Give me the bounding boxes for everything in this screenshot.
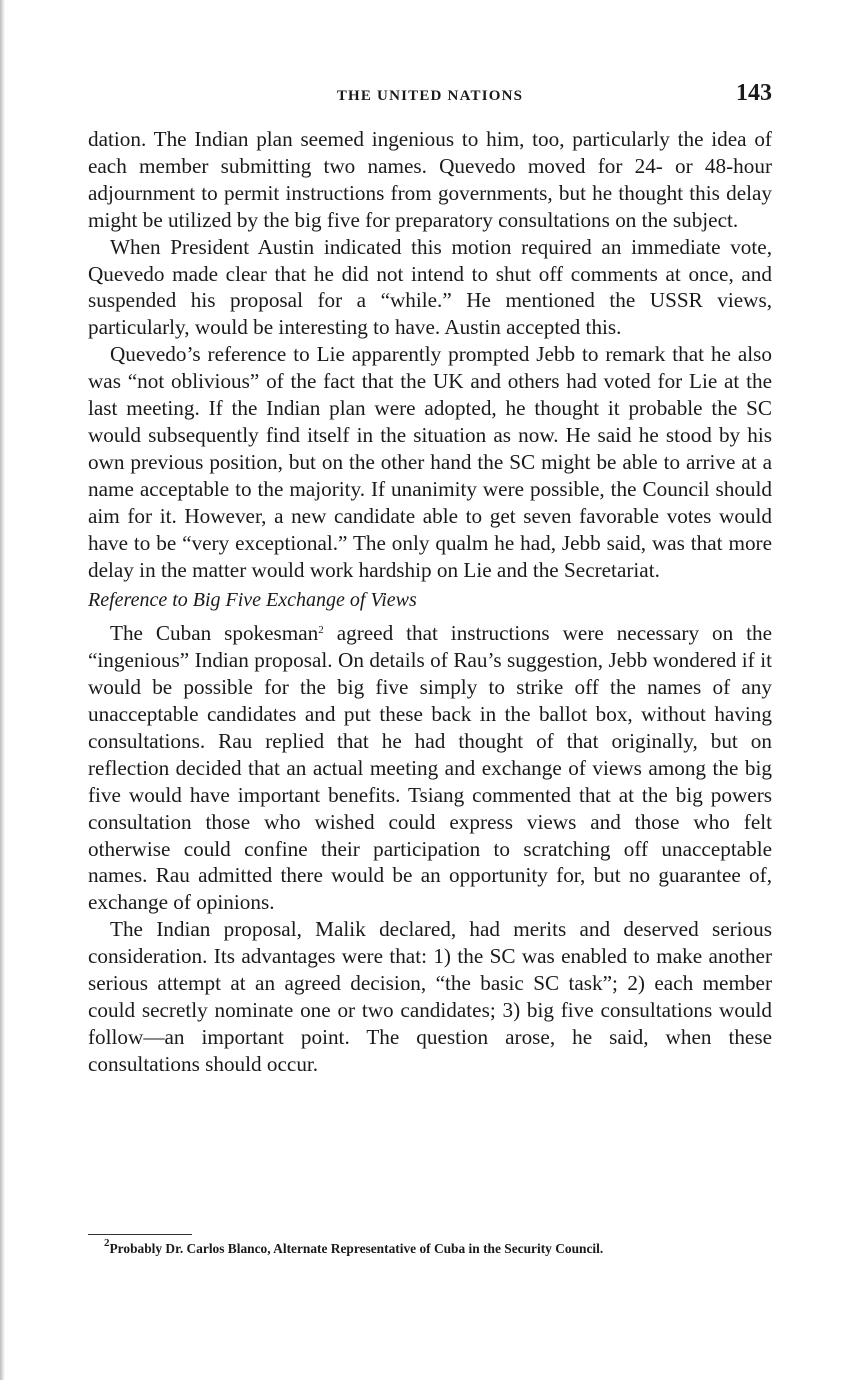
- running-title: THE UNITED NATIONS: [336, 88, 524, 104]
- page-number: 143: [736, 80, 772, 106]
- paragraph-4: [88, 620, 772, 916]
- paragraph-5: The Indian proposal, Malik declared, had merits and deserved serious consideration. Its advantages were that: 1) the SC was enabled to make another serious attempt at an agreed decision, “the basic SC task”; 2) each member could secretly nominate one or two candidates; 3) big five consultations would follow—an important point. The question arose, he said, when these consultations should occur.: [88, 917, 772, 1076]
- footnote-text: Probably Dr. Carlos Blanco, Alternate Representative of Cuba in the Security Council.: [109, 1241, 604, 1256]
- running-head: [88, 80, 772, 114]
- section-subheading: Reference to Big Five Exchange of Views: [88, 589, 417, 612]
- footnote-divider: [88, 1234, 192, 1235]
- paragraph-4-start: The Cuban spokesman: [110, 621, 319, 646]
- footnote-marker: 2: [104, 1237, 110, 1249]
- paragraph-3: Quevedo’s reference to Lie apparently prompted Jebb to remark that he also was “not oblivious” of the fact that the UK and others had voted for Lie at the last meeting. If the Indian plan were adopted, he thought it probable the SC would subsequently find itself in the situation as now. He said he stood by his own previous position, but on the other hand the SC might be able to arrive at a name acceptable to the majority. If unanimity were possible, the Council should aim for it. However, a new candidate able to get seven favorable votes would have to be “very exceptional.” The only qualm he had, Jebb said, was that more delay in the matter would work hardship on Lie and the Secretariat.: [88, 342, 772, 582]
- paragraph-4-rest: agreed that instructions were necessary on the “ingenious” Indian proposal. On details of Rau’s suggestion, Jebb wondered if it would be possible for the big five simply to strike off the names of any unacceptable candidates and put these back in the ballot box, without having consultations. Rau replied that he had thought of that originally, but on reflection decided that an actual meeting and exchange of views among the big five would have important benefits. Tsiang commented that at the big powers consultation those who wished could express views and those who felt otherwise could confine their participation to scratching off unacceptable names. Rau admitted there would be an opportunity for, but no guarantee of, exchange of opinions.: [88, 621, 772, 915]
- body-text: [88, 126, 772, 1078]
- paragraph-2: When President Austin indicated this motion required an immediate vote, Quevedo made clear that he did not intend to shut off comments at once, and suspended his proposal for a “while.” He mentioned the USSR views, particularly, would be interesting to have. Austin accepted this.: [88, 234, 772, 340]
- footnote: [88, 1237, 772, 1258]
- paragraph-1: dation. The Indian plan seemed ingenious to him, too, particularly the idea of each member submitting two names. Quevedo moved for 24- or 48-hour adjournment to permit instructions from governments, but he thought this delay might be utilized by the big five for preparatory consultations on the subject.: [88, 127, 772, 232]
- scan-edge: [0, 0, 5, 1380]
- footnote-reference[interactable]: 2: [318, 624, 324, 637]
